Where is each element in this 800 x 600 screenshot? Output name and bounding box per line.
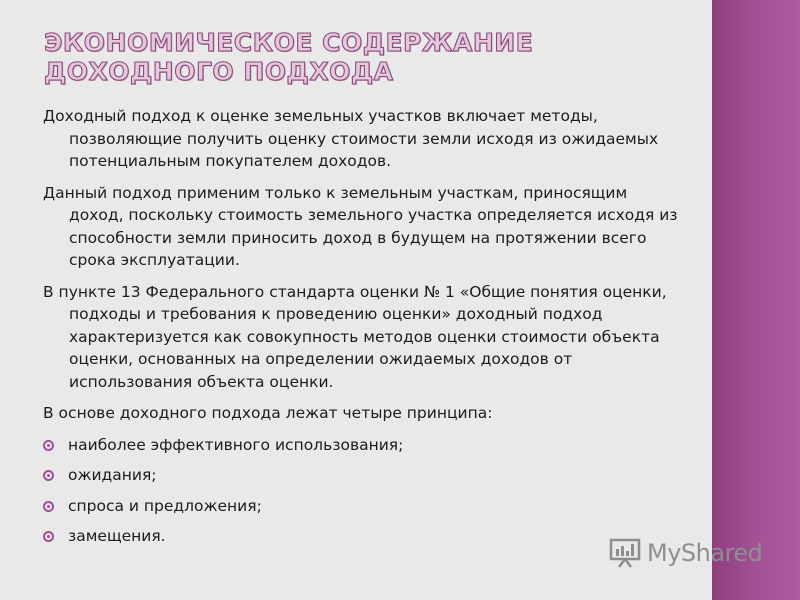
bullet-text: наиболее эффективного использования; bbox=[68, 435, 404, 454]
bullet-text: спроса и предложения; bbox=[68, 496, 262, 515]
slide-body bbox=[43, 105, 683, 556]
slide-title: ЭКОНОМИЧЕСКОЕ СОДЕРЖАНИЕ ДОХОДНОГО ПОДХОДА bbox=[44, 28, 534, 86]
bullet-item bbox=[43, 495, 683, 518]
paragraph: Доходный подход к оценке земельных участков включает методы, позволяющие получить оценку стоимости земли исходя из ожидаемых потенциальным покупателем доходов. bbox=[43, 107, 659, 170]
watermark-text: MyShared bbox=[647, 539, 763, 567]
bullet-item bbox=[43, 434, 683, 457]
bullet-text: замещения. bbox=[68, 527, 166, 545]
bullet-circle-icon bbox=[43, 470, 54, 481]
paragraph: В основе доходного подхода лежат четыре принципа: bbox=[43, 404, 493, 422]
side-decorative-band bbox=[712, 0, 800, 600]
paragraph: В пункте 13 Федерального стандарта оценки № 1 «Общие понятия оценки, подходы и требования к проведению оценки» доходный подход характеризуется как совокупность методов оценки стоимости объекта оценки, основанных на определении ожидаемых доходов от использования объекта оценки. bbox=[43, 282, 667, 391]
myshared-watermark bbox=[609, 538, 762, 568]
presentation-board-icon bbox=[609, 538, 643, 568]
paragraph: Данный подход применим только к земельным участкам, приносящим доход, поскольку стоимость земельного участка определяется исходя из способности земли приносить доход в будущем на протяжении всего срока эксплуатации. bbox=[43, 183, 678, 269]
bullet-circle-icon bbox=[43, 531, 54, 542]
bullet-text: ожидания; bbox=[68, 466, 157, 484]
bullet-item bbox=[43, 525, 683, 548]
bullet-item bbox=[43, 464, 683, 487]
bullet-circle-icon bbox=[43, 501, 54, 512]
bullet-circle-icon bbox=[43, 440, 54, 451]
